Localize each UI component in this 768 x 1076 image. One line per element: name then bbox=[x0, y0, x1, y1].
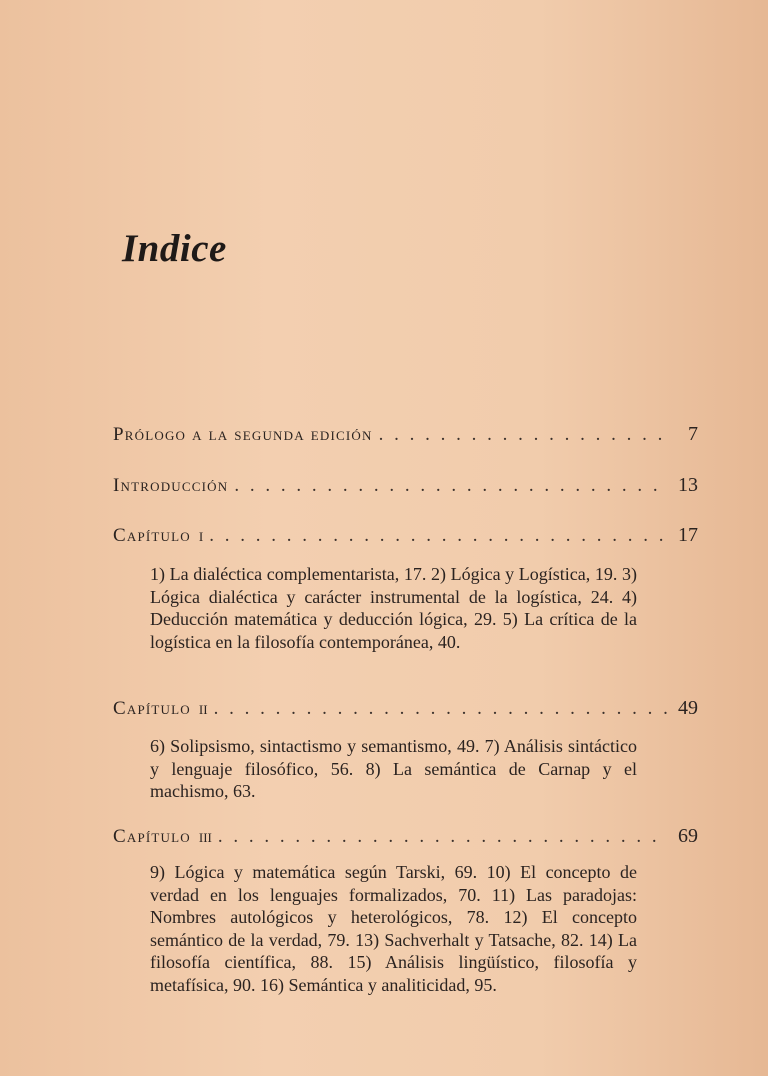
page-title: Indice bbox=[122, 227, 227, 270]
dot-leader bbox=[218, 826, 668, 848]
entry-page-number: 17 bbox=[678, 524, 698, 546]
chapter-roman-numeral: ii bbox=[198, 698, 208, 719]
chapter-summary: 9) Lógica y matemática según Tarski, 69. 10) El concepto de verdad en los lenguajes formalizados, 70. 11) Las paradojas: Nombres autológicos y heterológicos, 78. 12) El concepto semántico de la verdad, 79. 13) Sachverhalt y Tatsache, 82. 14) La filosofía científica, 88. 15) Análisis lingüístico, filosofía y metafísica, 90. 16) Semántica y analiticidad, 95. bbox=[150, 862, 637, 995]
entry-page-number: 69 bbox=[678, 825, 698, 847]
entry-page-number: 13 bbox=[678, 474, 698, 496]
dot-leader bbox=[209, 525, 668, 547]
entry-label: Prólogo a la segunda edición bbox=[113, 424, 373, 445]
chapter-roman-numeral: i bbox=[198, 525, 204, 546]
entry-label: Introducción bbox=[113, 475, 229, 496]
chapter-summary: 1) La dialéctica complementarista, 17. 2) Lógica y Logística, 19. 3) Lógica dialéctica y carácter instrumental de la logística, 24. 4) Deducción matemática y deducción lógica, 29. 5) La crítica de la logística en la filosofía contemporánea, 40. bbox=[150, 564, 637, 652]
entry-label: Capítulo bbox=[113, 826, 191, 847]
toc-entry-prologo bbox=[113, 423, 698, 446]
dot-leader bbox=[234, 475, 668, 497]
toc-entry-introduccion bbox=[113, 474, 698, 497]
toc-entry-capitulo-2 bbox=[113, 697, 698, 720]
entry-page-number: 49 bbox=[678, 697, 698, 719]
entry-label: Capítulo bbox=[113, 525, 191, 546]
toc-entry-capitulo-3 bbox=[113, 825, 698, 848]
dot-leader bbox=[214, 698, 668, 720]
entry-page-number: 7 bbox=[688, 423, 698, 445]
chapter-roman-numeral: iii bbox=[198, 826, 212, 847]
chapter-summary: 6) Solipsismo, sintactismo y semantismo, 49. 7) Análisis sintáctico y lenguaje filosófico, 56. 8) La semántica de Carnap y el machismo, 63. bbox=[150, 736, 637, 801]
toc-entry-capitulo-1 bbox=[113, 524, 698, 547]
entry-label: Capítulo bbox=[113, 698, 191, 719]
dot-leader bbox=[379, 424, 668, 446]
